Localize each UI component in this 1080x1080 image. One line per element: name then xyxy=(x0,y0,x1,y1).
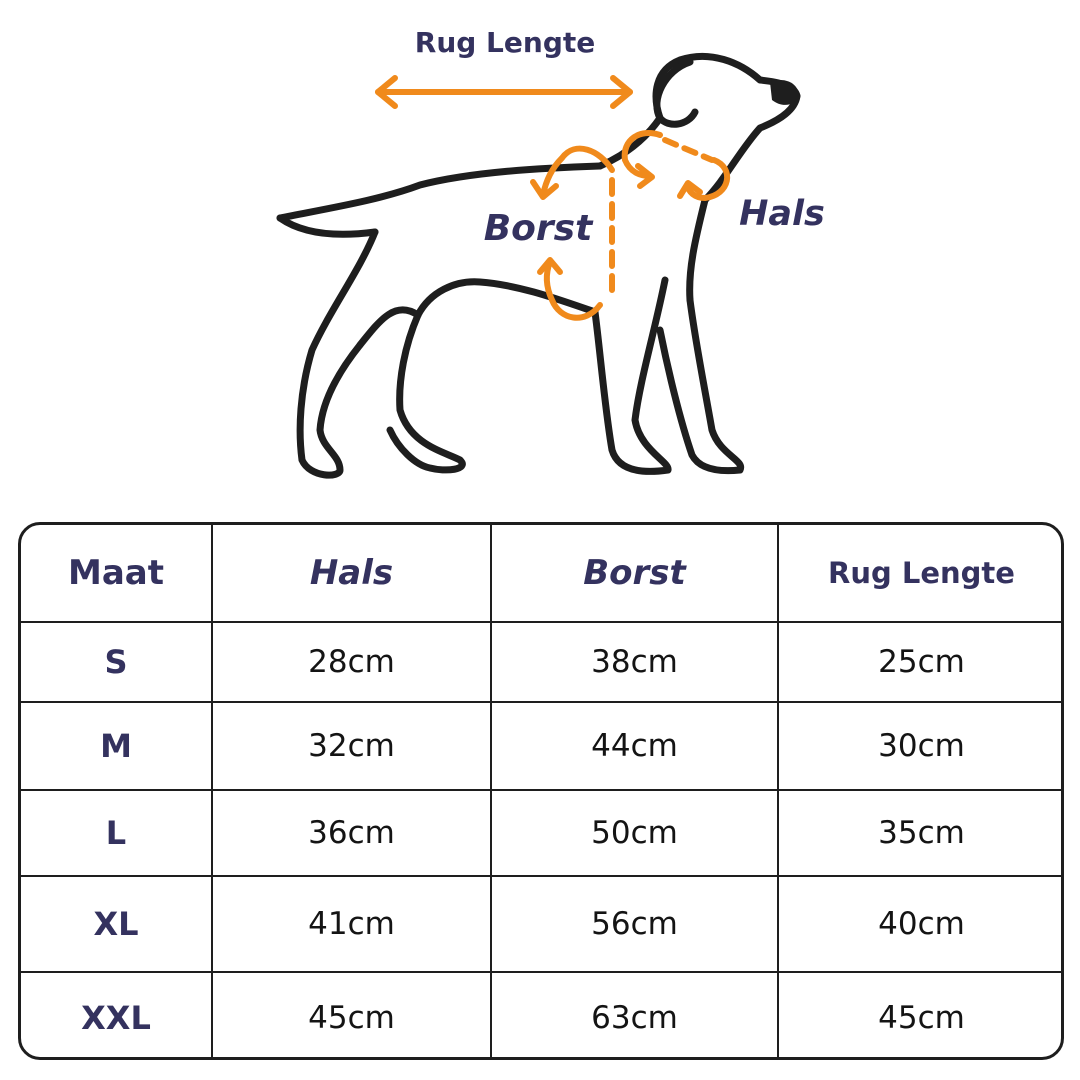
back-cell: 25cm xyxy=(878,644,965,680)
back-length-label: Rug Lengte xyxy=(414,26,596,59)
dog-outline xyxy=(280,56,797,475)
back-cell: 45cm xyxy=(878,1000,965,1036)
neck-cell: 28cm xyxy=(308,644,395,680)
dog-measurement-diagram xyxy=(0,0,1080,510)
neck-cell: 41cm xyxy=(308,906,395,942)
measurement-arrows xyxy=(378,78,727,318)
table-row xyxy=(21,703,1061,791)
chest-cell: 50cm xyxy=(591,815,678,851)
neck-cell: 32cm xyxy=(308,728,395,764)
table-row xyxy=(21,623,1061,703)
chest-cell: 44cm xyxy=(591,728,678,764)
size-cell: XL xyxy=(93,905,139,943)
neck-cell: 36cm xyxy=(308,815,395,851)
header-neck: Hals xyxy=(309,553,394,593)
chest-cell: 56cm xyxy=(591,906,678,942)
table-header-row xyxy=(21,525,1061,623)
size-table xyxy=(18,522,1064,1060)
chest-cell: 38cm xyxy=(591,644,678,680)
chest-cell: 63cm xyxy=(591,1000,678,1036)
header-size: Maat xyxy=(68,553,164,593)
back-cell: 30cm xyxy=(878,728,965,764)
table-row xyxy=(21,877,1061,973)
neck-cell: 45cm xyxy=(308,1000,395,1036)
size-cell: M xyxy=(100,727,132,765)
size-cell: XXL xyxy=(81,999,151,1037)
dog-nose xyxy=(770,80,798,105)
header-chest: Borst xyxy=(583,553,686,593)
back-cell: 40cm xyxy=(878,906,965,942)
size-cell: S xyxy=(104,643,128,681)
table-row xyxy=(21,791,1061,877)
header-back-length: Rug Lengte xyxy=(828,556,1015,590)
size-cell: L xyxy=(105,814,127,852)
back-cell: 35cm xyxy=(878,815,965,851)
table-row xyxy=(21,973,1061,1060)
chest-label: Borst xyxy=(483,208,593,249)
neck-label: Hals xyxy=(739,194,825,234)
